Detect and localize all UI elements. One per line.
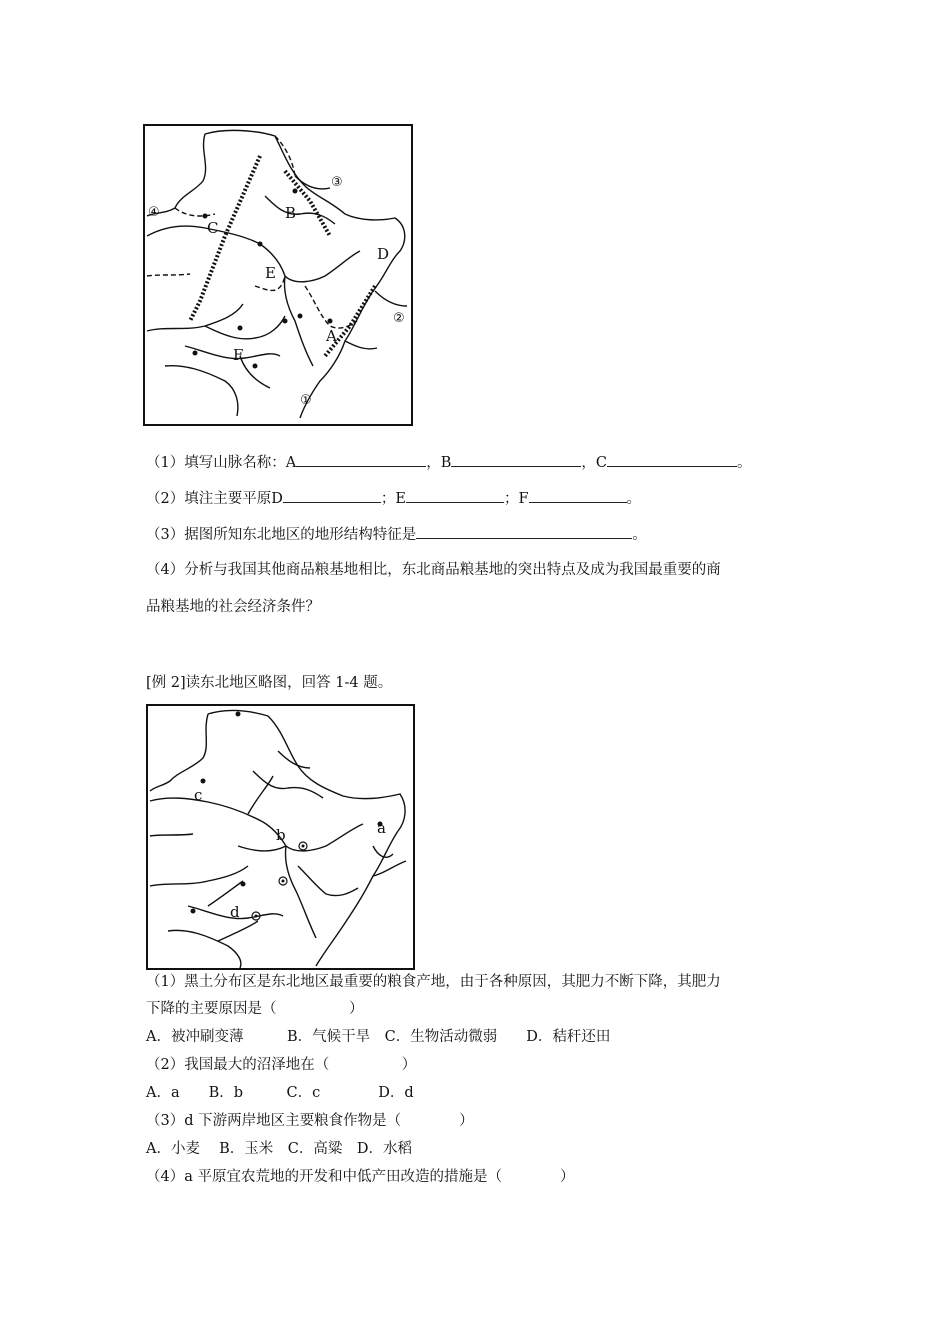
ex2-q2-options: A．a B．b C．c D．d [146,1085,414,1101]
map-label-A: A [326,327,337,345]
northeast-terrain-map [143,124,413,426]
map2-label-c: c [194,786,203,804]
ex2-q1-stem: （1）黑土分布区是东北地区最重要的粮食产地，由于各种原因，其肥力不断下降，其肥力 [146,974,721,990]
map-number-2: ② [393,311,405,326]
ex2-q1-stem-2: 下降的主要原因是（ ） [146,1001,364,1017]
map2-label-b: b [276,826,286,844]
answer-blank-terrain[interactable] [416,524,632,539]
map-label-C: C [207,219,219,237]
answer-blank-F[interactable] [529,488,627,503]
example-2-heading: [例 2]读东北地区略图，回答 1-4 题。 [146,675,393,691]
map-number-4: ④ [148,205,160,220]
ex2-q3-options: A．小麦 B．玉米 C．高粱 D．水稻 [146,1141,412,1157]
map-number-1: ① [300,393,312,408]
ex2-q2-stem: （2）我国最大的沼泽地在（ ） [146,1057,417,1073]
northeast-sketch-map [146,704,415,970]
question-1-line-3: （3）据图所知东北地区的地形结构特征是 。 [146,524,647,545]
map2-label-d: d [230,903,240,921]
map-number-3: ③ [331,175,343,190]
map-label-F: F [233,346,244,364]
answer-blank-D[interactable] [283,488,381,503]
ex2-q3-stem: （3）d 下游两岸地区主要粮食作物是（ ） [146,1113,474,1129]
question-1-line-5: 品粮基地的社会经济条件？ [146,599,320,615]
question-1-line-2: （2）填注主要平原D ；E ；F 。 [146,488,641,509]
question-1-line-4: （4）分析与我国其他商品粮基地相比，东北商品粮基地的突出特点及成为我国最重要的商 [146,562,721,578]
ex2-q4-stem: （4）a 平原宜农荒地的开发和中低产田改造的措施是（ ） [146,1169,575,1185]
ex2-q1-options: A．被冲刷变薄 B．气候干旱 C．生物活动微弱 D．秸秆还田 [146,1029,611,1045]
map2-label-a: a [377,819,386,837]
answer-blank-E[interactable] [406,488,504,503]
answer-blank-B[interactable] [451,452,581,467]
map-label-D: D [377,245,390,263]
map-label-E: E [265,264,276,282]
map-label-B: B [285,204,297,222]
sketch-map-drawing [148,706,413,968]
answer-blank-A[interactable] [296,452,426,467]
answer-blank-C[interactable] [607,452,737,467]
terrain-map-drawing [145,126,411,424]
question-1-line-1: （1）填写山脉名称：A ，B ，C 。 [146,452,751,473]
